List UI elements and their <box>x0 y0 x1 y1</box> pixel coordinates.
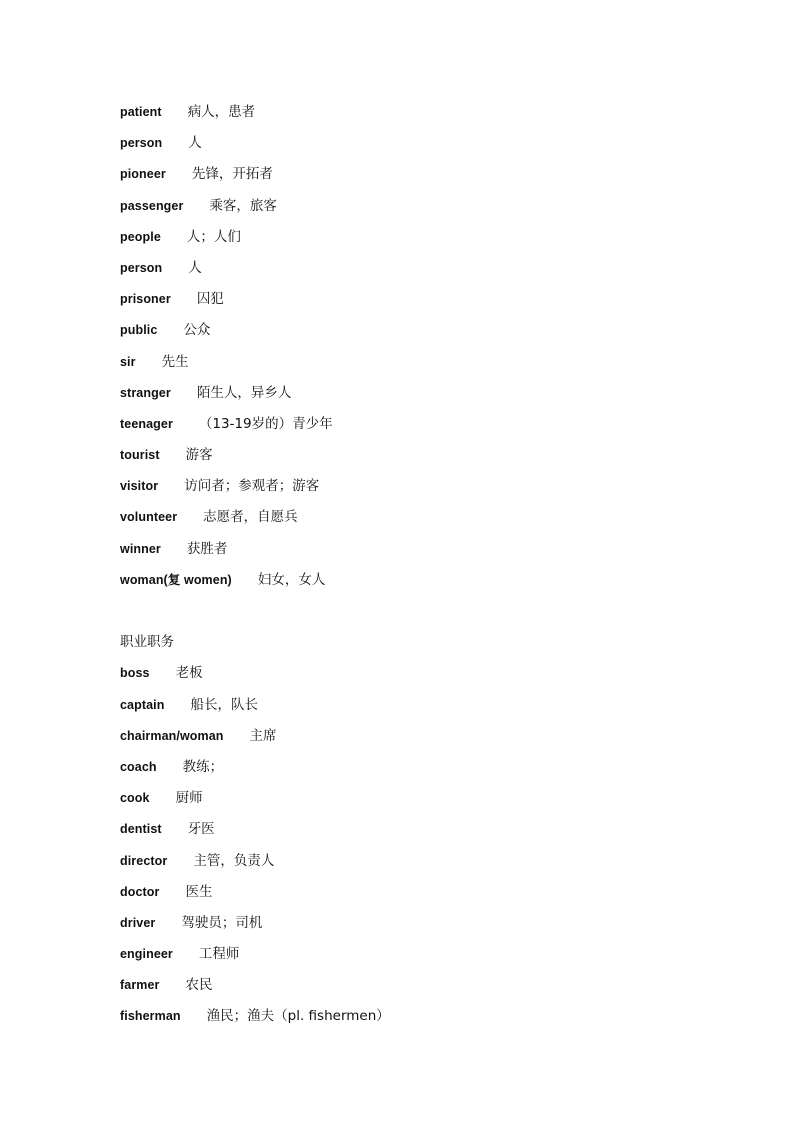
entry-meaning: 先锋，开拓者 <box>191 166 273 183</box>
entry-meaning: 驾驶员；司机 <box>181 914 263 931</box>
vocab-entry <box>120 101 720 132</box>
vocab-entry <box>120 850 720 881</box>
vocab-entry <box>120 319 720 350</box>
entry-meaning: 教练； <box>182 758 224 775</box>
entry-meaning: 乘客，旅客 <box>209 197 277 214</box>
entry-meaning: 囚犯 <box>196 291 224 308</box>
entry-word: driver <box>120 915 156 930</box>
entry-meaning: 老板 <box>175 665 203 682</box>
vocab-entry <box>120 195 720 226</box>
vocab-entry <box>120 351 720 382</box>
vocab-entry <box>120 538 720 569</box>
entry-meaning: 工程师 <box>198 946 240 963</box>
entry-word: teenager <box>120 416 173 431</box>
entry-meaning: 公众 <box>183 322 211 339</box>
entry-word: chairman/woman <box>120 728 224 743</box>
entry-meaning: 人 <box>188 259 202 276</box>
document-page <box>120 101 720 1037</box>
entry-word: patient <box>120 105 162 119</box>
vocab-entry <box>120 756 720 787</box>
entry-meaning: 主席 <box>249 727 277 744</box>
vocab-entry <box>120 444 720 475</box>
entry-word: director <box>120 853 168 868</box>
entry-meaning: 渔民；渔夫（pl. fishermen） <box>206 1008 390 1025</box>
vocab-entry <box>120 226 720 257</box>
entry-word: public <box>120 323 158 338</box>
vocab-entry <box>120 475 720 506</box>
vocab-entry <box>120 974 720 1005</box>
entry-word: stranger <box>120 385 171 400</box>
entry-word: farmer <box>120 978 160 993</box>
entry-word: fisherman <box>120 1009 181 1024</box>
vocab-entry <box>120 413 720 444</box>
entry-meaning: 主管，负责人 <box>193 852 275 869</box>
entry-meaning: 医生 <box>185 883 213 900</box>
entry-word: cook <box>120 791 150 806</box>
vocab-entry <box>120 132 720 163</box>
entry-word: person <box>120 136 163 151</box>
entry-meaning: 游客 <box>185 447 213 464</box>
entry-word: coach <box>120 759 157 774</box>
entry-meaning: 病人，患者 <box>187 104 256 120</box>
vocab-entry <box>120 257 720 288</box>
entry-word: people <box>120 229 161 244</box>
vocab-entry <box>120 382 720 413</box>
entry-meaning: 人；人们 <box>186 228 241 245</box>
entry-meaning: 获胜者 <box>186 540 228 557</box>
vocab-entry <box>120 912 720 943</box>
entry-meaning: 农民 <box>185 977 213 994</box>
vocab-entry <box>120 787 720 818</box>
vocab-entry <box>120 881 720 912</box>
entry-meaning: 人 <box>188 135 202 152</box>
vocab-entry <box>120 662 720 693</box>
entry-word: tourist <box>120 448 160 463</box>
vocab-entry <box>120 694 720 725</box>
entry-word: prisoner <box>120 292 171 307</box>
vocab-entry <box>120 943 720 974</box>
entry-meaning: 牙医 <box>187 821 215 838</box>
vocab-entry <box>120 163 720 194</box>
section-heading: 职业职务 <box>120 634 174 651</box>
entry-word: boss <box>120 666 150 681</box>
vocab-entry <box>120 569 720 600</box>
vocab-entry <box>120 288 720 319</box>
vocab-entry <box>120 506 720 537</box>
entry-meaning: 先生 <box>161 353 189 370</box>
vocab-entry <box>120 1005 720 1036</box>
entry-meaning: 妇女，女人 <box>257 571 326 588</box>
entry-meaning: 志愿者，自愿兵 <box>203 509 298 526</box>
vocab-entry <box>120 725 720 756</box>
entry-meaning: （13-19岁的）青少年 <box>198 415 333 432</box>
entry-word: visitor <box>120 479 159 494</box>
entry-word: person <box>120 260 163 275</box>
vocab-entry <box>120 818 720 849</box>
entry-word: doctor <box>120 884 160 899</box>
entry-word: engineer <box>120 947 173 962</box>
entry-meaning: 厨师 <box>175 790 203 807</box>
entry-meaning: 访问者；参观者；游客 <box>184 478 320 495</box>
entry-meaning: 陌生人，异乡人 <box>196 384 292 401</box>
entry-word: winner <box>120 541 161 556</box>
entry-word: woman(复 women) <box>120 572 232 587</box>
entry-word: volunteer <box>120 510 178 525</box>
entry-word: captain <box>120 697 165 712</box>
section-spacer <box>120 600 720 631</box>
entry-word: passenger <box>120 198 184 213</box>
entry-word: sir <box>120 354 136 369</box>
entry-word: pioneer <box>120 167 166 182</box>
entry-meaning: 船长，队长 <box>190 696 258 713</box>
entry-word: dentist <box>120 822 162 837</box>
